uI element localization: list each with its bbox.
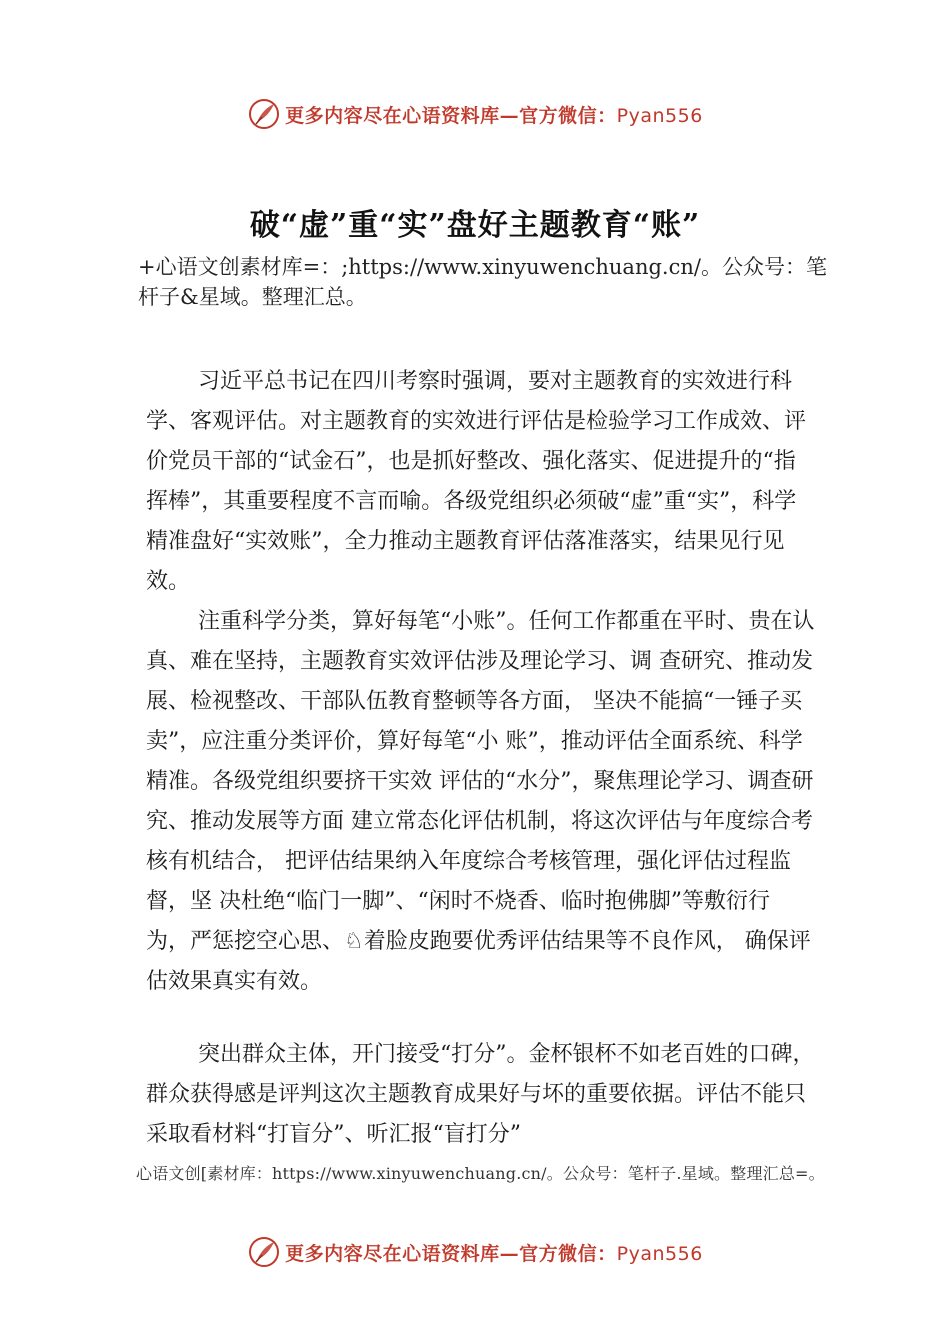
paragraph-1: 习近平总书记在四川考察时强调，要对主题教育的实效进行科学、客观评估。对主题教育的实效进行评估是检验学习工作成效、评价党员干部的“试金石”，也是抓好整改、强化落实、促进提升的“指挥棒”，其重要程度不言而喻。各级党组织必须破“虚”重“实”，科学精准盘好“实效账”，全力推动主题教育评估落准落实，结果见行见效。: [146, 369, 807, 594]
document-title: 破“虚”重“实”盘好主题教育“账”: [249, 208, 701, 243]
feather-pen-seal-icon: [247, 97, 281, 131]
paragraph-3: 突出群众主体，开门接受“打分”。金杯银杯不如老百姓的口碑，群众获得感是评判这次主题教育成果好与坏的重要依据。评估不能只采取看材料“打盲分”、听汇报“盲打分”: [146, 1042, 815, 1147]
source-line: +心语文创素材库=：;https://www.xinyuwenchuang.cn/。公众号：笔杆子&星域。整理汇总。: [138, 255, 827, 309]
feather-pen-seal-icon: [247, 1235, 281, 1269]
footer-source-note: 心语文创[素材库：https://www.xinyuwenchuang.cn/。公众号：笔杆子.星域。整理汇总=。: [136, 1164, 825, 1183]
paragraph-2: 注重科学分类，算好每笔“小账”。任何工作都重在平时、贵在认真、难在坚持，主题教育实效评估涉及理论学习、调 查研究、推动发展、检视整改、干部队伍教育整顿等各方面， 坚决不能搞“一锤子买卖”，应注重分类评价，算好每笔“小 账”，推动评估全面系统、科学精准。各级党组织要挤干实效 评估的“水分”，聚焦理论学习、调查研究、推动发展等方面 建立常态化评估机制，将这次评估与年度综合考核有机结合， 把评估结果纳入年度综合考核管理，强化评估过程监督，坚 决杜绝“临门一脚”、“闲时不烧香、临时抱佛脚”等敷衍行 为，严惩挖空心思、♘着脸皮跑要优秀评估结果等不良作风， 确保评估效果真实有效。: [146, 609, 815, 994]
banner-text: 更多内容尽在心语资料库—官方微信：Pyan556: [285, 1242, 703, 1265]
header-banner: [0, 94, 950, 134]
footer-banner: [0, 1232, 950, 1272]
banner-text: 更多内容尽在心语资料库—官方微信：Pyan556: [285, 104, 703, 127]
